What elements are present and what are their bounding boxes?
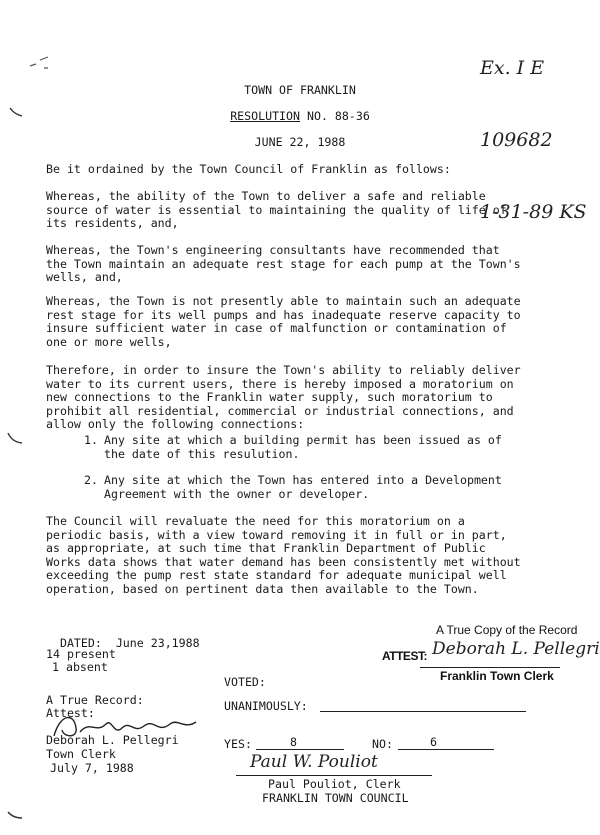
council-name: FRANKLIN TOWN COUNCIL <box>262 791 409 805</box>
dated-label: DATED: <box>59 635 102 650</box>
pouliot-signature: Paul W. Pouliot <box>250 752 378 772</box>
therefore-paragraph: Therefore, in order to insure the Town's ability to reliably deliver water to its current users, there is hereby imposed a moratorium on new connections to the Franklin water supply, such moratorium to prohibit all residential, commercial or industrial connections, and allow only the following connections: <box>46 363 521 432</box>
resolution-date: JUNE 22, 1988 <box>254 135 346 149</box>
stamp-signature: Deborah L. Pellegri <box>432 639 600 659</box>
resolution-word: RESOLUTION <box>230 109 300 123</box>
no-count: 6 <box>430 735 437 749</box>
whereas-paragraph-1: Whereas, the ability of the Town to deliver a safe and reliable source of water is essential to maintaining the quality of life of its residents, and, <box>46 189 507 231</box>
stamp-signature-line <box>420 667 560 668</box>
unanimously-label: UNANIMOUSLY: <box>224 699 308 713</box>
whereas-paragraph-2: Whereas, the Town's engineering consultants have recommended that the Town maintain an adequate rest stage for each pump at the Town's wells, and, <box>46 243 521 285</box>
exhibit-number: 109682 <box>480 129 553 151</box>
council-paragraph: The Council will revaluate the need for this moratorium on a periodic basis, with a view toward removing it in full or in part, as appropriate, at such time that Franklin Department of Public Works data shows that water demand has been consistently met without exceeding the pump rest state standard for adequate municipal well operation, based on pertinent data then available to the Town. <box>46 514 521 596</box>
resolution-heading <box>0 110 600 124</box>
unanimously-line <box>320 711 526 712</box>
exhibit-date: 1-31-89 KS <box>480 201 587 223</box>
list-item-number: 2. <box>84 473 98 487</box>
list-item-text: Any site at which a building permit has been issued as of the date of this resulution. <box>104 433 502 461</box>
exhibit-label: Ex. I E <box>480 57 545 79</box>
voted-label: VOTED: <box>224 675 266 689</box>
list-item <box>84 474 524 501</box>
stamp-attest-label: ATTEST: <box>382 649 427 663</box>
dated-value: June 23,1988 <box>115 635 200 650</box>
resolution-number: NO. 88-36 <box>306 109 370 123</box>
attest-label: Attest: <box>46 706 95 720</box>
clerk-name: Deborah L. Pellegri <box>46 733 179 747</box>
yes-line <box>256 749 344 750</box>
clerk-date: July 7, 1988 <box>50 761 134 775</box>
clerk-title: Town Clerk <box>46 747 116 761</box>
intro-paragraph: Be it ordained by the Town Council of Franklin as follows: <box>46 162 451 176</box>
list-item-text: Any site at which the Town has entered into a Development Agreement with the owner or developer. <box>104 473 502 501</box>
true-record-label: A True Record: <box>46 693 144 707</box>
pouliot-name: Paul Pouliot, Clerk <box>268 777 401 791</box>
present-count: 14 present <box>46 647 116 661</box>
stamp-title: Franklin Town Clerk <box>440 669 554 683</box>
list-item <box>84 434 524 461</box>
town-heading: TOWN OF FRANKLIN <box>244 83 356 97</box>
whereas-paragraph-3: Whereas, the Town is not presently able to maintain such an adequate rest stage for its well pumps and has inadequate reserve capacity to insure sufficient water in case of malfunction or contamination of one or more wells, <box>46 294 521 349</box>
pouliot-signature-line <box>236 775 432 776</box>
yes-label: YES: <box>224 737 252 751</box>
absent-count: 1 absent <box>52 660 108 674</box>
no-line <box>398 749 494 750</box>
list-item-number: 1. <box>84 433 98 447</box>
stamp-true-copy: A True Copy of the Record <box>436 623 578 637</box>
yes-count: 8 <box>290 735 297 749</box>
no-label: NO: <box>372 737 393 751</box>
